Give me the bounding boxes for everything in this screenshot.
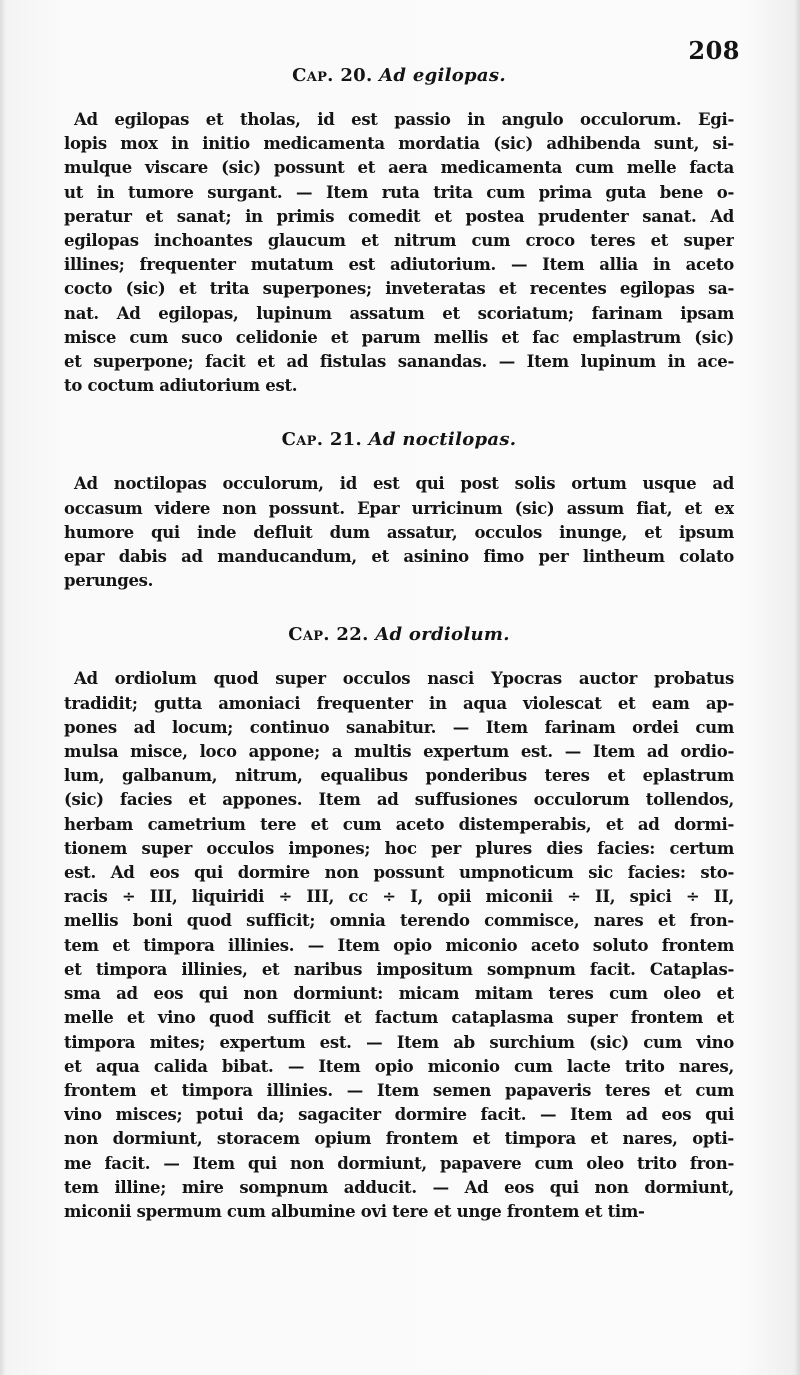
text-line: epar dabis ad manducandum, et asinino fimo per lintheum colato bbox=[64, 547, 734, 567]
text-line: tem et timpora illinies. — Item opio miconio aceto soluto frontem bbox=[64, 935, 734, 955]
text-block bbox=[64, 62, 734, 1224]
text-line: ut in tumore surgant. — Item ruta trita cum prima guta bene o- bbox=[64, 182, 734, 202]
text-line: (sic) facies et appones. Item ad suffusiones occulorum tollendos, bbox=[64, 790, 734, 810]
text-line: illines; frequenter mutatum est adiutorium. — Item allia in aceto bbox=[64, 255, 734, 275]
chapter-21-title: Ad noctilopas. bbox=[368, 429, 517, 451]
text-line: Ad egilopas et tholas, id est passio in angulo occulorum. Egi- bbox=[74, 110, 734, 129]
text-line: perunges. bbox=[64, 571, 154, 591]
text-line: humore qui inde defluit dum assatur, occulos inunge, et ipsum bbox=[64, 522, 734, 542]
text-line: miconii spermum cum albumine ovi tere et unge frontem et tim- bbox=[64, 1201, 645, 1221]
text-line: et timpora illinies, et naribus impositum sompnum facit. Cataplas- bbox=[64, 959, 734, 979]
chapter-20-heading bbox=[64, 62, 734, 90]
text-line: mellis boni quod sufficit; omnia terendo commisce, nares et fron- bbox=[64, 911, 734, 931]
text-line: lopis mox in initio medicamenta mordatia (sic) adhibenda sunt, si- bbox=[64, 134, 734, 154]
text-line: vino misces; potui da; sagaciter dormire facit. — Item ad eos qui bbox=[64, 1105, 734, 1125]
text-line: occasum videre non possunt. Epar urricinum (sic) assum fiat, et ex bbox=[64, 498, 734, 518]
text-line: pones ad locum; continuo sanabitur. — Item farinam ordei cum bbox=[64, 717, 734, 737]
text-line: non dormiunt, storacem opium frontem et timpora et nares, opti- bbox=[64, 1129, 734, 1149]
text-line: me facit. — Item qui non dormiunt, papavere cum oleo trito fron- bbox=[64, 1153, 734, 1173]
chapter-20-paragraph bbox=[64, 108, 734, 398]
text-line: timpora mites; expertum est. — Item ab surchium (sic) cum vino bbox=[64, 1032, 734, 1052]
text-line: tionem super occulos impones; hoc per plures dies facies: certum bbox=[64, 838, 734, 858]
text-line: Ad noctilopas occulorum, id est qui post solis ortum usque ad bbox=[74, 474, 734, 494]
page-number: 208 bbox=[688, 36, 740, 65]
chapter-22-label: Cap. 22. bbox=[288, 624, 369, 646]
chapter-22-heading bbox=[64, 621, 734, 649]
chapter-22-paragraph bbox=[64, 667, 734, 1224]
text-line: racis ÷ III, liquiridi ÷ III, cc ÷ I, opii miconii ÷ II, spici ÷ II, bbox=[64, 887, 734, 907]
text-line: tradidit; gutta amoniaci frequenter in aqua violescat et eam ap- bbox=[64, 693, 734, 713]
text-line: lum, galbanum, nitrum, equalibus ponderibus teres et eplastrum bbox=[64, 766, 734, 786]
text-line: Ad ordiolum quod super occulos nasci Ypocras auctor probatus bbox=[74, 669, 734, 689]
chapter-22-title: Ad ordiolum. bbox=[375, 624, 510, 646]
text-line: melle et vino quod sufficit et factum cataplasma super frontem et bbox=[64, 1008, 734, 1028]
chapter-20-title: Ad egilopas. bbox=[379, 65, 506, 86]
text-line: peratur et sanat; in primis comedit et postea prudenter sanat. Ad bbox=[64, 206, 734, 226]
text-line: nat. Ad egilopas, lupinum assatum et scoriatum; farinam ipsam bbox=[64, 303, 734, 323]
chapter-21-label: Cap. 21. bbox=[281, 429, 363, 451]
text-line: misce cum suco celidonie et parum mellis et fac emplastrum (sic) bbox=[64, 327, 734, 347]
chapter-21-heading bbox=[64, 426, 734, 454]
text-line: tem illine; mire sompnum adducit. — Ad eos qui non dormiunt, bbox=[64, 1177, 734, 1197]
text-line: et aqua calida bibat. — Item opio miconio cum lacte trito nares, bbox=[64, 1056, 734, 1076]
text-line: sma ad eos qui non dormiunt: micam mitam teres cum oleo et bbox=[64, 984, 734, 1004]
chapter-20-label: Cap. 20. bbox=[292, 65, 373, 86]
text-line: mulque viscare (sic) possunt et aera medicamenta cum melle facta bbox=[64, 158, 734, 178]
text-line: frontem et timpora illinies. — Item semen papaveris teres et cum bbox=[64, 1080, 734, 1100]
text-line: est. Ad eos qui dormire non possunt umpnoticum sic facies: sto- bbox=[64, 863, 734, 883]
text-line: egilopas inchoantes glaucum et nitrum cum croco teres et super bbox=[64, 231, 734, 251]
text-line: cocto (sic) et trita superpones; inveteratas et recentes egilopas sa- bbox=[64, 279, 734, 299]
text-line: to coctum adiutorium est. bbox=[64, 376, 298, 396]
text-line: herbam cametrium tere et cum aceto distemperabis, et ad dormi- bbox=[64, 814, 734, 834]
text-line: et superpone; facit et ad fistulas sanandas. — Item lupinum in ace- bbox=[64, 352, 734, 372]
text-line: mulsa misce, loco appone; a multis expertum est. — Item ad ordio- bbox=[64, 742, 734, 762]
chapter-21-paragraph bbox=[64, 472, 734, 593]
